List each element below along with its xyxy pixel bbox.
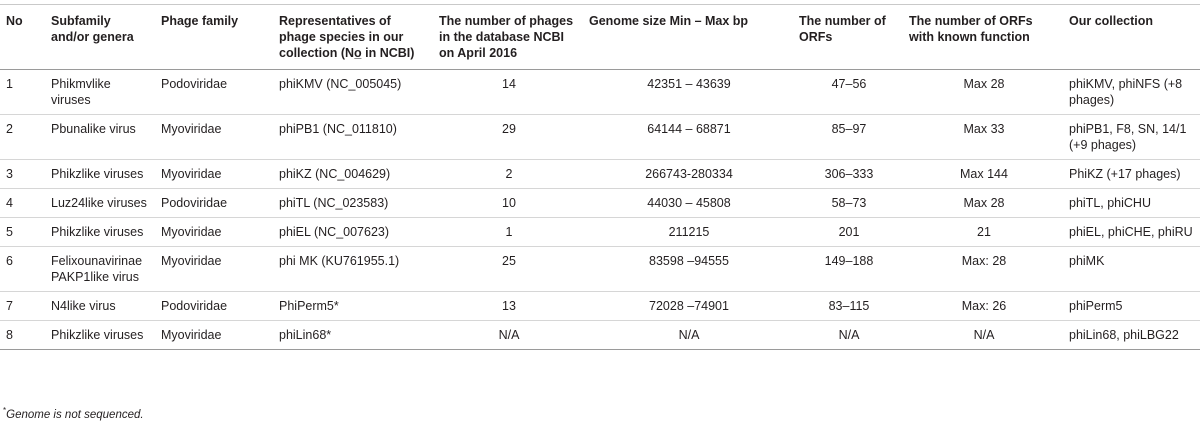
cell-representatives: phiTL (NC_023583) <box>273 189 433 218</box>
cell-orfs-known: 21 <box>903 218 1063 247</box>
footnote-marker: * <box>3 406 7 415</box>
cell-genome-size: 64144 – 68871 <box>583 115 793 160</box>
cell-orfs-known: N/A <box>903 321 1063 350</box>
cell-representatives: phiPB1 (NC_011810) <box>273 115 433 160</box>
cell-ncbi-count: N/A <box>433 321 583 350</box>
cell-our-collection: phiLin68, phiLBG22 <box>1063 321 1200 350</box>
table-row <box>0 292 1200 321</box>
table-footnote <box>3 406 144 421</box>
cell-orfs: 201 <box>793 218 903 247</box>
cell-our-collection: phiTL, phiCHU <box>1063 189 1200 218</box>
table-row <box>0 321 1200 350</box>
header-cell-subfamily: Subfamily and/or genera <box>45 5 155 70</box>
cell-phage-family: Podoviridae <box>155 189 273 218</box>
cell-orfs-known: Max: 28 <box>903 247 1063 292</box>
cell-our-collection: phiKMV, phiNFS (+8 phages) <box>1063 70 1200 115</box>
cell-orfs: 83–115 <box>793 292 903 321</box>
header-cell-our-collection: Our collection <box>1063 5 1200 70</box>
cell-genome-size: 83598 –94555 <box>583 247 793 292</box>
cell-our-collection: phiEL, phiCHE, phiRU <box>1063 218 1200 247</box>
cell-genome-size: 42351 – 43639 <box>583 70 793 115</box>
cell-genome-size: 44030 – 45808 <box>583 189 793 218</box>
header-cell-representatives: Representatives of phage species in our collection (No̲ in NCBI) <box>273 5 433 70</box>
cell-ncbi-count: 25 <box>433 247 583 292</box>
cell-no: 3 <box>0 160 45 189</box>
table-row <box>0 70 1200 115</box>
cell-genome-size: N/A <box>583 321 793 350</box>
cell-subfamily: Luz24like viruses <box>45 189 155 218</box>
cell-no: 8 <box>0 321 45 350</box>
cell-genome-size: 211215 <box>583 218 793 247</box>
cell-our-collection: phiMK <box>1063 247 1200 292</box>
cell-orfs-known: Max: 26 <box>903 292 1063 321</box>
table-row <box>0 160 1200 189</box>
cell-orfs-known: Max 144 <box>903 160 1063 189</box>
cell-representatives: phiEL (NC_007623) <box>273 218 433 247</box>
cell-subfamily: Phikzlike viruses <box>45 160 155 189</box>
cell-phage-family: Myoviridae <box>155 321 273 350</box>
cell-orfs: 306–333 <box>793 160 903 189</box>
cell-representatives: phi MK (KU761955.1) <box>273 247 433 292</box>
cell-subfamily: Phikmvlike viruses <box>45 70 155 115</box>
cell-phage-family: Myoviridae <box>155 247 273 292</box>
cell-orfs-known: Max 28 <box>903 70 1063 115</box>
cell-no: 2 <box>0 115 45 160</box>
cell-representatives: phiKMV (NC_005045) <box>273 70 433 115</box>
header-cell-phage-family: Phage family <box>155 5 273 70</box>
cell-orfs: 85–97 <box>793 115 903 160</box>
cell-phage-family: Podoviridae <box>155 70 273 115</box>
header-cell-orfs-known: The number of ORFs with known function <box>903 5 1063 70</box>
cell-orfs: 58–73 <box>793 189 903 218</box>
cell-orfs: 149–188 <box>793 247 903 292</box>
cell-representatives: PhiPerm5* <box>273 292 433 321</box>
cell-orfs-known: Max 28 <box>903 189 1063 218</box>
cell-genome-size: 72028 –74901 <box>583 292 793 321</box>
cell-subfamily: Felixounavirinae PAKP1like virus <box>45 247 155 292</box>
cell-ncbi-count: 13 <box>433 292 583 321</box>
cell-ncbi-count: 29 <box>433 115 583 160</box>
header-cell-no: No <box>0 5 45 70</box>
cell-orfs: N/A <box>793 321 903 350</box>
cell-ncbi-count: 10 <box>433 189 583 218</box>
cell-ncbi-count: 14 <box>433 70 583 115</box>
cell-ncbi-count: 1 <box>433 218 583 247</box>
cell-no: 1 <box>0 70 45 115</box>
cell-subfamily: Pbunalike virus <box>45 115 155 160</box>
table-row <box>0 189 1200 218</box>
cell-orfs: 47–56 <box>793 70 903 115</box>
cell-subfamily: Phikzlike viruses <box>45 321 155 350</box>
header-cell-ncbi-count: The number of phages in the database NCBI on April 2016 <box>433 5 583 70</box>
cell-ncbi-count: 2 <box>433 160 583 189</box>
table-row <box>0 247 1200 292</box>
cell-phage-family: Podoviridae <box>155 292 273 321</box>
cell-subfamily: N4like virus <box>45 292 155 321</box>
cell-genome-size: 266743-280334 <box>583 160 793 189</box>
phage-table <box>0 4 1200 350</box>
cell-no: 5 <box>0 218 45 247</box>
cell-representatives: phiLin68* <box>273 321 433 350</box>
cell-no: 4 <box>0 189 45 218</box>
cell-phage-family: Myoviridae <box>155 115 273 160</box>
header-row <box>0 5 1200 70</box>
cell-phage-family: Myoviridae <box>155 160 273 189</box>
cell-our-collection: phiPerm5 <box>1063 292 1200 321</box>
cell-subfamily: Phikzlike viruses <box>45 218 155 247</box>
header-cell-orfs: The number of ORFs <box>793 5 903 70</box>
table-row <box>0 115 1200 160</box>
cell-our-collection: phiPB1, F8, SN, 14/1 (+9 phages) <box>1063 115 1200 160</box>
cell-representatives: phiKZ (NC_004629) <box>273 160 433 189</box>
cell-phage-family: Myoviridae <box>155 218 273 247</box>
cell-no: 6 <box>0 247 45 292</box>
cell-our-collection: PhiKZ (+17 phages) <box>1063 160 1200 189</box>
cell-orfs-known: Max 33 <box>903 115 1063 160</box>
cell-no: 7 <box>0 292 45 321</box>
table-row <box>0 218 1200 247</box>
header-cell-genome-size: Genome size Min – Max bp <box>583 5 793 70</box>
footnote-text: Genome is not sequenced. <box>6 408 144 421</box>
